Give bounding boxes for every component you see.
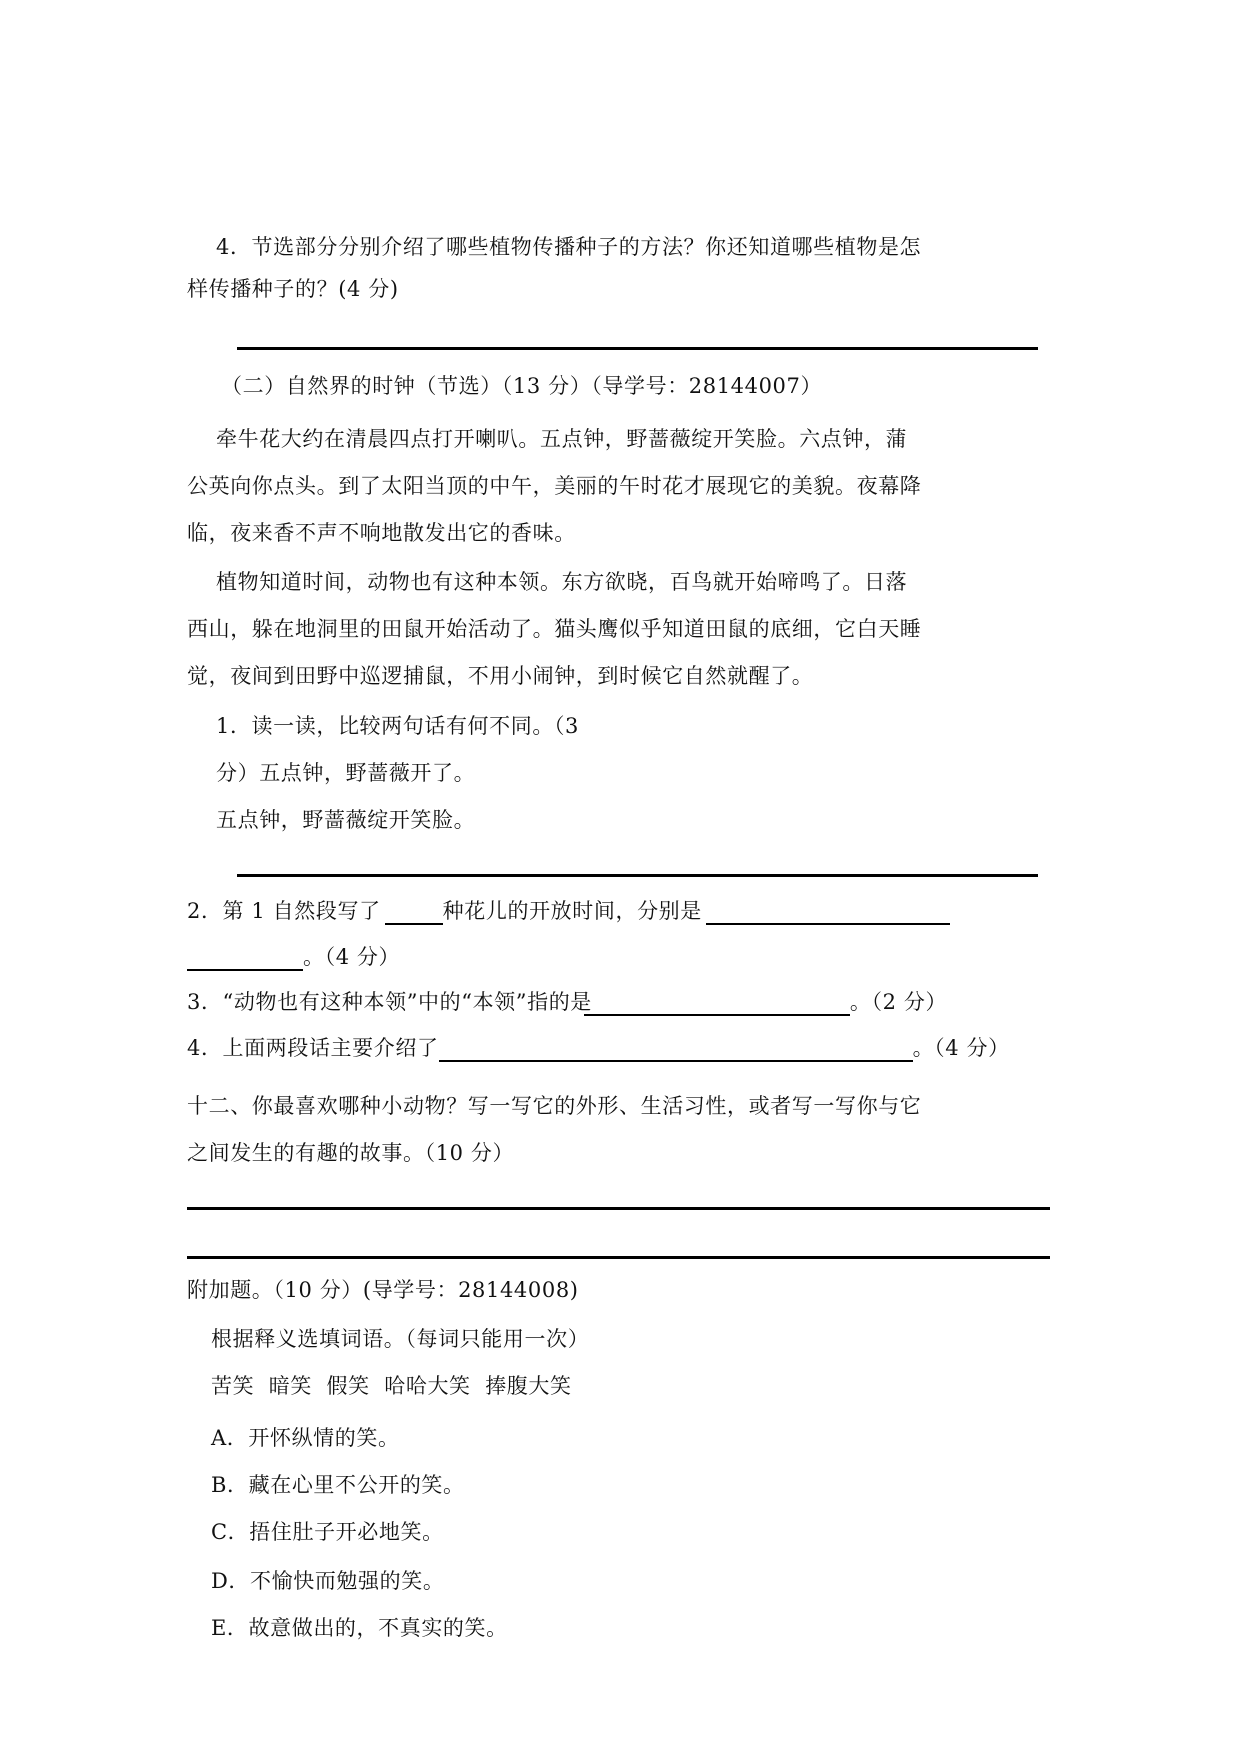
bonus-item-c: C．捂住肚子开必地笑。 [211,1520,444,1544]
bonus-item-d: D．不愉快而勉强的笑。 [211,1569,445,1593]
answer-line-sub-question-1[interactable] [237,874,1038,877]
sub-question-1-line-1: 1．读一读，比较两句话有何不同。（3 [216,714,580,738]
sub-question-2-text-c: 。（4 分） [303,945,401,969]
sub-question-2-line-1 [187,897,950,925]
sub-question-1-line-2: 分）五点钟，野蔷薇开了。 [216,761,476,785]
essay-line-1[interactable] [187,1207,1050,1210]
sub-question-2-line-2 [187,943,400,971]
bonus-heading: 附加题。（10 分）(导学号：28144008) [187,1278,579,1302]
blank-flower-count[interactable] [385,899,443,925]
essay-line-2[interactable] [187,1256,1050,1259]
section-twelve-line-1: 十二、你最喜欢哪种小动物？写一写它的外形、生活习性，或者写一写你与它 [187,1094,922,1118]
question-4-line-1: 4．节选部分分别介绍了哪些植物传播种子的方法？你还知道哪些植物是怎 [216,235,922,259]
paragraph-2-line-1: 植物知道时间，动物也有这种本领。东方欲晓，百鸟就开始啼鸣了。日落 [216,570,908,594]
sub-question-4-text-b: 。（4 分） [912,1036,1010,1060]
paragraph-2-line-3: 觉，夜间到田野中巡逻捕鼠，不用小闹钟，到时候它自然就醒了。 [187,664,814,688]
paragraph-2-line-2: 西山，躲在地洞里的田鼠开始活动了。猫头鹰似乎知道田鼠的底细，它白天睡 [187,617,922,641]
sub-question-3 [187,988,947,1016]
bonus-instruction: 根据释义选填词语。（每词只能用一次） [211,1327,590,1351]
paragraph-1-line-2: 公英向你点头。到了太阳当顶的中午，美丽的午时花才展现它的美貌。夜幕降 [187,474,922,498]
sub-question-3-text-b: 。（2 分） [849,990,948,1014]
bonus-word-bank: 苦笑 暗笑 假笑 哈哈大笑 捧腹大笑 [211,1374,572,1398]
question-4-line-2: 样传播种子的？(4 分) [187,277,399,301]
sub-question-2-text-a: 2．第 1 自然段写了 [187,899,381,923]
section-two-heading: （二）自然界的时钟（节选）（13 分）（导学号：28144007） [221,374,823,398]
sub-question-4 [187,1034,1010,1062]
blank-main-idea[interactable] [439,1036,913,1062]
section-twelve-line-2: 之间发生的有趣的故事。（10 分） [187,1141,515,1165]
sub-question-1-line-3: 五点钟，野蔷薇绽开笑脸。 [216,808,476,832]
blank-flower-list-2[interactable] [187,945,303,971]
paragraph-1-line-1: 牵牛花大约在清晨四点打开喇叭。五点钟，野蔷薇绽开笑脸。六点钟，蒲 [216,427,908,451]
sub-question-2-text-b: 种花儿的开放时间，分别是 [442,899,702,923]
sub-question-4-text-a: 4．上面两段话主要介绍了 [187,1036,439,1060]
answer-line-question-4[interactable] [237,347,1038,350]
sub-question-3-text-a: 3．“动物也有这种本领”中的“本领”指的是 [187,990,592,1014]
bonus-item-e: E．故意做出的，不真实的笑。 [211,1616,508,1640]
blank-flower-list-1[interactable] [706,899,950,925]
blank-ability-meaning[interactable] [584,990,850,1016]
bonus-item-a: A．开怀纵情的笑。 [211,1426,400,1450]
paragraph-1-line-3: 临，夜来香不声不响地散发出它的香味。 [187,521,576,545]
bonus-item-b: B．藏在心里不公开的笑。 [211,1473,465,1497]
